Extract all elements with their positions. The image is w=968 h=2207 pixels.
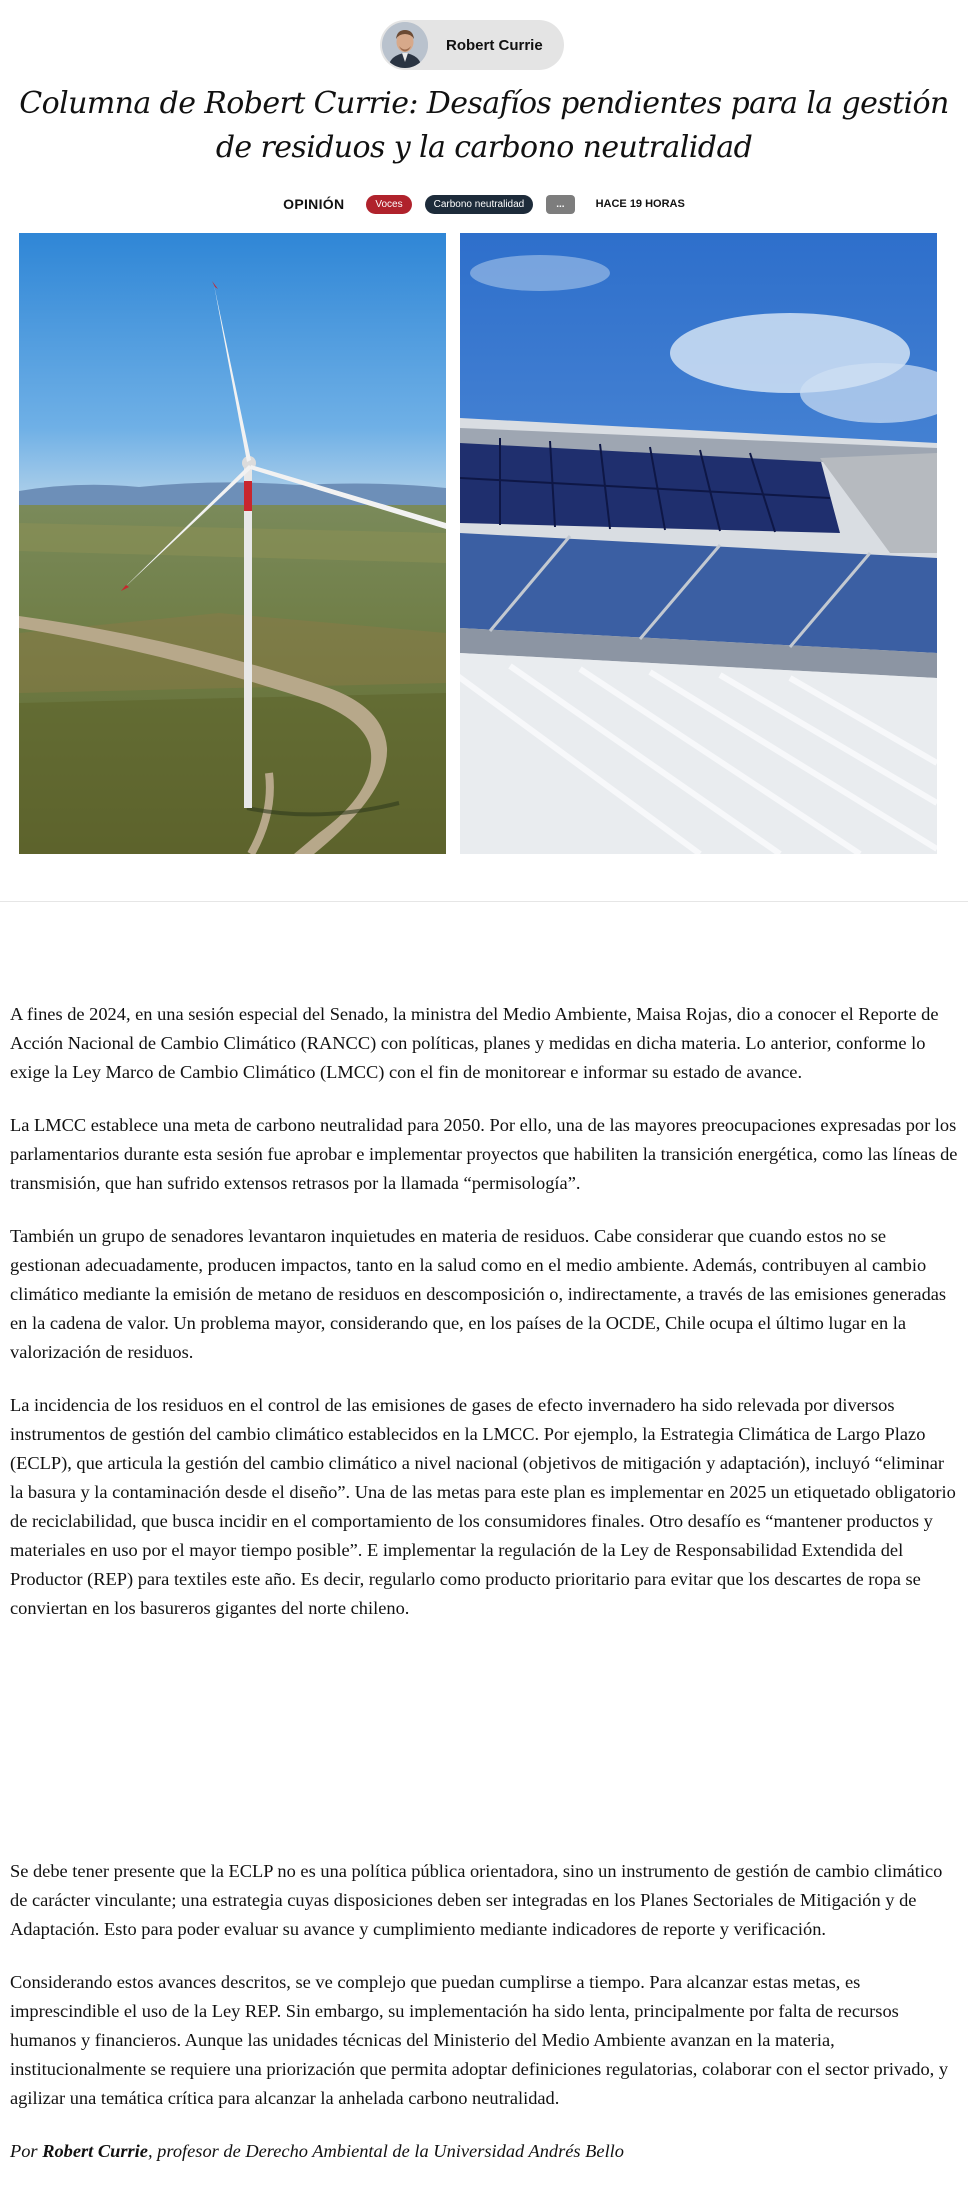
article-headline: Columna de Robert Currie: Desafíos pendientes para la gestión de residuos y la carbono neutralidad <box>19 86 949 165</box>
article-paragraph: La LMCC establece una meta de carbono neutralidad para 2050. Por ello, una de las mayores preocupaciones expresadas por los parlamentarios durante esta sesión fue aprobar e implementar proyectos que habiliten la transición energética, como las líneas de transmisión, que han sufrido extensos retrasos por la llamada “permisología”. <box>10 1115 958 1193</box>
author-pill[interactable] <box>380 20 564 70</box>
author-name[interactable]: Robert Currie <box>446 36 543 54</box>
article-paragraph: Considerando estos avances descritos, se ve complejo que puedan cumplirse a tiempo. Para alcanzar estas metas, es imprescindible el uso de la Ley REP. Sin embargo, su implementación ha sido lenta, principalmente por falta de recursos humanos y financieros. Aunque las unidades técnicas del Ministerio del Medio Ambiente avanzan en la materia, institucionalmente se requiere una priorización que permita adoptar definiciones regulatorias, colaborar con el sector privado, y agilizar una temática crítica para alcanzar la anhelada carbono neutralidad. <box>10 1972 949 2108</box>
byline-prefix: Por <box>10 2141 43 2161</box>
solar-panels-image <box>460 233 937 854</box>
tag-carbono-neutralidad[interactable]: Carbono neutralidad <box>425 195 534 214</box>
published-time: HACE 19 HORAS <box>595 198 685 210</box>
article-paragraph: Se debe tener presente que la ECLP no es una política pública orientadora, sino un instrumento de gestión de cambio climático de carácter vinculante; una estrategia cuyas disposiciones deben ser integradas en los Planes Sectoriales de Mitigación y de Adaptación. Esto para poder evaluar su avance y cumplimiento mediante indicadores de reporte y verificación. <box>10 1861 943 1939</box>
tag-voces[interactable]: Voces <box>366 195 411 214</box>
article-paragraph: También un grupo de senadores levantaron inquietudes en materia de residuos. Cabe considerar que cuando estos no se gestionan adecuadamente, producen impactos, tanto en la salud como en el medio ambiente. Además, contribuyen al cambio climático mediante la emisión de metano de residuos en descomposición o, indirectamente, a través de las emisiones generadas en la cadena de valor. Un problema mayor, considerando que, en los países de la OCDE, Chile ocupa el último lugar en la valorización de residuos. <box>10 1226 947 1362</box>
article-body-top <box>10 1000 960 1623</box>
section-divider <box>0 901 968 902</box>
wind-turbine-image <box>19 233 446 854</box>
article-body-bottom <box>10 1857 960 2166</box>
byline-author: Robert Currie <box>42 2141 148 2161</box>
article-meta <box>0 192 968 216</box>
article-paragraph: A fines de 2024, en una sesión especial del Senado, la ministra del Medio Ambiente, Maisa Rojas, dio a conocer el Reporte de Acción Nacional de Cambio Climático (RANCC) con políticas, planes y medidas en dicha materia. Lo anterior, conforme lo exige la Ley Marco de Cambio Climático (LMCC) con el fin de monitorear e informar su estado de avance. <box>10 1004 939 1082</box>
section-label[interactable]: OPINIÓN <box>283 196 345 212</box>
article-paragraph: La incidencia de los residuos en el control de las emisiones de gases de efecto invernadero ha sido relevada por diversos instrumentos de gestión del cambio climático establecidos en la LMCC. Por ejemplo, la Estrategia Climática de Largo Plazo (ECLP), que articula la gestión del cambio climático a nivel nacional (objetivos de mitigación y adaptación), incluyó “eliminar la basura y la contaminación desde el diseño”. Una de las metas para este plan es implementar en 2025 un etiquetado obligatorio de reciclabilidad, que busca incidir en el comportamiento de los consumidores finales. Otro desafío es “mantener productos y materiales en uso por el mayor tiempo posible”. E implementar la regulación de la Ley de Responsabilidad Extendida del Productor (REP) para textiles este año. Es decir, regularlo como producto prioritario para evitar que los descartes de ropa se conviertan en los basureros gigantes del norte chileno. <box>10 1395 956 1618</box>
byline-suffix: , profesor de Derecho Ambiental de la Universidad Andrés Bello <box>147 2141 624 2161</box>
more-tags-button[interactable]: ... <box>546 195 574 214</box>
author-avatar[interactable] <box>382 22 428 68</box>
article-byline <box>10 2137 960 2166</box>
